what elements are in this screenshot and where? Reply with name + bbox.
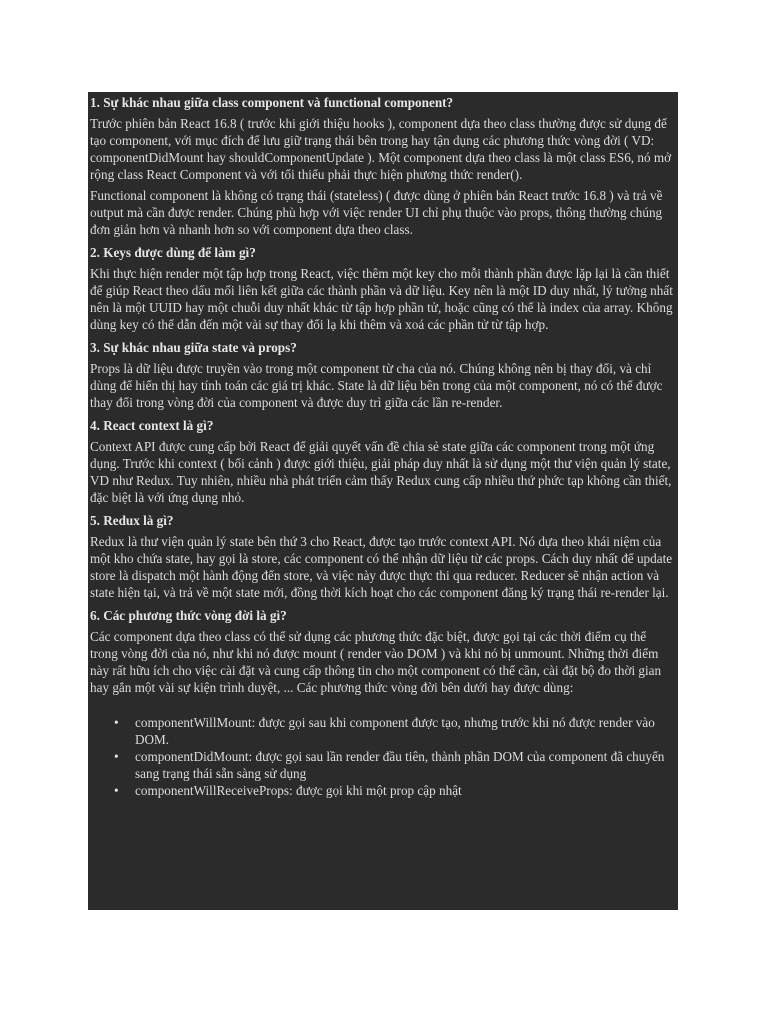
paragraph: Props là dữ liệu được truyền vào trong một component từ cha của nó. Chúng không nên bị thay đổi, và chỉ dùng để hiển thị hay tính toán các giá trị khác. State là dữ liệu bên trong của một component, nó có thể được thay đổi trong vòng đời của component và được duy trì giữa các lần re-render. bbox=[90, 361, 663, 410]
paragraph: Context API được cung cấp bởi React để giải quyết vấn đề chia sẻ state giữa các component trong một ứng dụng. Trước khi context ( bối cảnh ) được giới thiệu, giải pháp duy nhất là sử dụng một thư viện quản lý state, VD như Redux. Tuy nhiên, nhiều nhà phát triển cảm thấy Redux cung cấp nhiều thứ phức tạp không cần thiết, đặc biệt là với ứng dụng nhỏ. bbox=[90, 439, 672, 505]
paragraph: Functional component là không có trạng thái (stateless) ( được dùng ở phiên bản React trước 16.8 ) và trả về output mà cần được render. Chúng phù hợp với việc render UI chỉ phụ thuộc vào props, thông thường chúng đơn giản hơn và nhanh hơn so với component dựa theo class. bbox=[90, 188, 663, 237]
section-3 bbox=[88, 337, 678, 411]
section-heading: 5. Redux là gì? bbox=[90, 513, 174, 528]
section-6 bbox=[88, 605, 678, 799]
document-page bbox=[88, 92, 678, 910]
section-4 bbox=[88, 415, 678, 506]
section-heading: 6. Các phương thức vòng đời là gì? bbox=[90, 608, 287, 623]
list-item: • componentDidMount: được gọi sau lần render đầu tiên, thành phần DOM của component đã chuyển sang trạng thái sẵn sàng sử dụng bbox=[135, 748, 678, 782]
section-heading: 2. Keys được dùng để làm gì? bbox=[90, 245, 256, 260]
section-heading: 3. Sự khác nhau giữa state và props? bbox=[90, 340, 297, 355]
paragraph: Trước phiên bản React 16.8 ( trước khi giới thiệu hooks ), component dựa theo class thường được sử dụng để tạo component, với mục đích để lưu giữ trạng thái bên trong hay tận dụng các phương thức vòng đời ( VD: componentDidMount hay shouldComponentUpdate ). Một component dựa theo class là một class ES6, nó mở rộng class React Component và với tối thiểu phải thực hiện phương thức render(). bbox=[90, 116, 672, 182]
section-2 bbox=[88, 242, 678, 333]
paragraph: Redux là thư viện quản lý state bên thứ 3 cho React, được tạo trước context API. Nó dựa theo khái niệm của một kho chứa state, hay gọi là store, các component có thể nhận dữ liệu từ các props. Cách duy nhất để update store là dispatch một hành động đến store, và việc này được thực thi qua reducer. Reducer sẽ nhận action và state hiện tại, và trả về một state mới, đồng thời kích hoạt cho các component đăng ký trạng thái re-render lại. bbox=[90, 534, 673, 600]
lifecycle-methods-list bbox=[88, 714, 678, 799]
page-content bbox=[88, 92, 678, 910]
paragraph: Khi thực hiện render một tập hợp trong React, việc thêm một key cho mỗi thành phần được lặp lại là cần thiết để giúp React theo dấu mối liên kết giữa các thành phần và dữ liệu. Key nên là một ID duy nhất, lý tưởng nhất nên là một UUID hay một chuỗi duy nhất khác từ tập hợp phần tử, hoặc cũng có thể là index của array. Không dùng key có thể dẫn đến một vài sự thay đổi lạ khi thêm và xoá các phần tử từ tập hợp. bbox=[90, 266, 673, 332]
section-heading: 4. React context là gì? bbox=[90, 418, 214, 433]
section-1 bbox=[88, 92, 678, 238]
section-heading: 1. Sự khác nhau giữa class component và functional component? bbox=[90, 95, 454, 110]
paragraph: Các component dựa theo class có thể sử dụng các phương thức đặc biệt, được gọi tại các thời điểm cụ thể trong vòng đời của nó, như khi nó được mount ( render vào DOM ) và khi nó bị unmount. Những thời điểm này rất hữu ích cho việc cài đặt và cung cấp thông tin cho một component có thể cần, cài đặt bộ đo thời gian hay gắn một vài sự kiện trình duyệt, ... Các phương thức vòng đời bên dưới hay được dùng: bbox=[90, 629, 662, 695]
section-5 bbox=[88, 510, 678, 601]
list-item: • componentWillReceiveProps: được gọi khi một prop cập nhật bbox=[135, 782, 678, 799]
list-item: • componentWillMount: được gọi sau khi component được tạo, nhưng trước khi nó được render vào DOM. bbox=[135, 714, 678, 748]
